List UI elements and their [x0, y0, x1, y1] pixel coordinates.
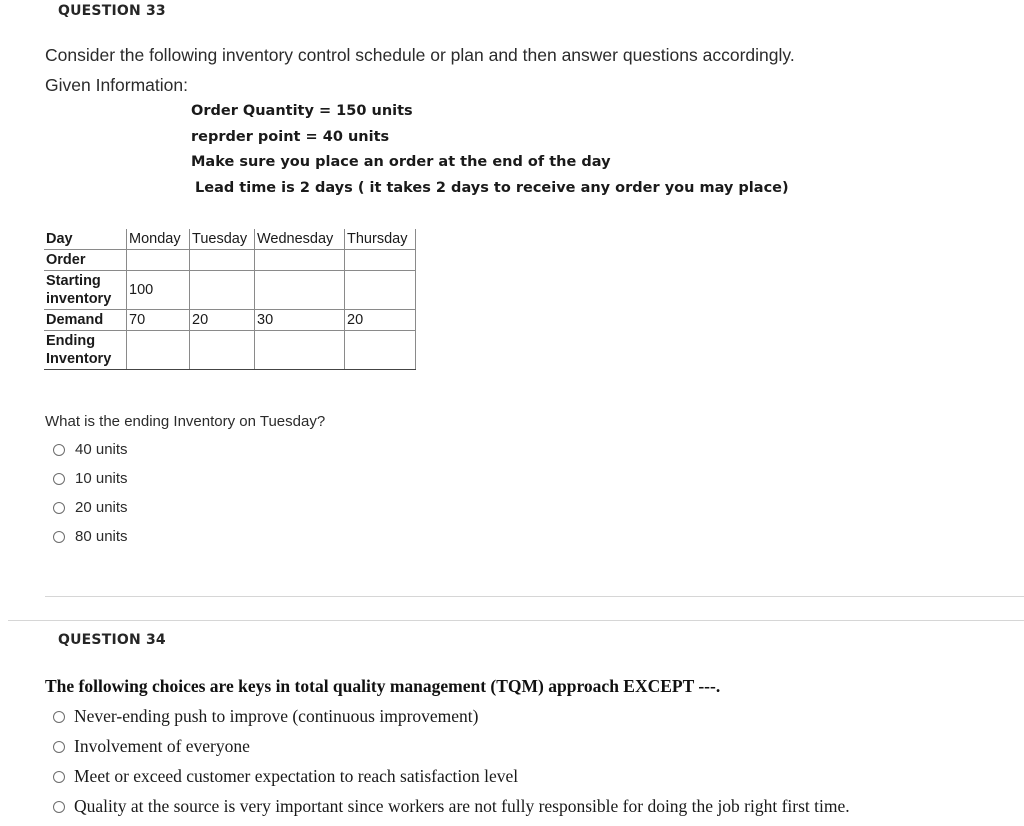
- row-header-starting-inventory: [44, 271, 127, 310]
- starting-monday: 100: [127, 271, 190, 310]
- ending-label-line-1: Ending: [46, 333, 96, 349]
- starting-tuesday: [190, 271, 255, 310]
- question-33-header: QUESTION 33: [58, 3, 166, 19]
- radio-icon[interactable]: [53, 711, 65, 723]
- q33-option-10-units[interactable]: [53, 470, 128, 487]
- order-monday: [127, 250, 190, 271]
- q34-option-quality-at-source[interactable]: [53, 796, 850, 817]
- question-33-intro: Consider the following inventory control schedule or plan and then answer questions accordingly.: [45, 45, 795, 65]
- inventory-schedule-table: [44, 229, 416, 370]
- option-label: Quality at the source is very important since workers are not fully responsible for doing the job right first time.: [74, 796, 850, 816]
- ending-tuesday: [190, 331, 255, 370]
- starting-wednesday: [255, 271, 345, 310]
- info-order-timing: Make sure you place an order at the end of the day: [191, 154, 611, 170]
- starting-thursday: [345, 271, 416, 310]
- question-34-header: QUESTION 34: [58, 632, 166, 648]
- ending-label-line-2: Inventory: [46, 351, 112, 367]
- table-row-order: [44, 250, 416, 271]
- option-label: 20 units: [75, 499, 128, 516]
- radio-icon[interactable]: [53, 801, 65, 813]
- question-33-prompt: What is the ending Inventory on Tuesday?: [45, 413, 326, 430]
- day-tuesday: Tuesday: [190, 229, 255, 250]
- option-label: Meet or exceed customer expectation to reach satisfaction level: [74, 766, 519, 786]
- info-lead-time: Lead time is 2 days ( it takes 2 days to receive any order you may place): [195, 180, 789, 196]
- q33-option-20-units[interactable]: [53, 499, 128, 516]
- question-34-prompt: The following choices are keys in total quality management (TQM) approach EXCEPT ---.: [45, 676, 721, 696]
- demand-tuesday: 20: [190, 310, 255, 331]
- day-monday: Monday: [127, 229, 190, 250]
- option-label: 40 units: [75, 441, 128, 458]
- info-order-quantity: Order Quantity = 150 units: [191, 103, 413, 119]
- row-header-demand: Demand: [44, 310, 127, 331]
- day-wednesday: Wednesday: [255, 229, 345, 250]
- ending-wednesday: [255, 331, 345, 370]
- q33-option-40-units[interactable]: [53, 441, 128, 458]
- divider: [8, 620, 1024, 621]
- order-tuesday: [190, 250, 255, 271]
- row-header-order: Order: [44, 250, 127, 271]
- q34-option-continuous-improvement[interactable]: [53, 706, 479, 727]
- radio-icon[interactable]: [53, 741, 65, 753]
- table-row-ending-inventory: [44, 331, 416, 370]
- info-reorder-point: reprder point = 40 units: [191, 129, 390, 145]
- option-label: Never-ending push to improve (continuous improvement): [74, 706, 479, 726]
- q34-option-involvement[interactable]: [53, 736, 250, 757]
- starting-label-line-2: inventory: [46, 291, 112, 307]
- option-label: 10 units: [75, 470, 128, 487]
- table-row-demand: [44, 310, 416, 331]
- radio-icon[interactable]: [53, 444, 65, 456]
- radio-icon[interactable]: [53, 531, 65, 543]
- q34-option-customer-expectation[interactable]: [53, 766, 518, 787]
- radio-icon[interactable]: [53, 502, 65, 514]
- row-header-ending-inventory: [44, 331, 127, 370]
- radio-icon[interactable]: [53, 771, 65, 783]
- table-row-day: [44, 229, 416, 250]
- order-thursday: [345, 250, 416, 271]
- demand-thursday: 20: [345, 310, 416, 331]
- ending-monday: [127, 331, 190, 370]
- option-label: 80 units: [75, 528, 128, 545]
- row-header-day: Day: [44, 229, 127, 250]
- ending-thursday: [345, 331, 416, 370]
- option-label: Involvement of everyone: [74, 736, 250, 756]
- given-information-label: Given Information:: [45, 75, 188, 95]
- starting-label-line-1: Starting: [46, 273, 101, 289]
- demand-wednesday: 30: [255, 310, 345, 331]
- divider: [45, 596, 1024, 597]
- order-wednesday: [255, 250, 345, 271]
- radio-icon[interactable]: [53, 473, 65, 485]
- day-thursday: Thursday: [345, 229, 416, 250]
- table-row-starting-inventory: [44, 271, 416, 310]
- q33-option-80-units[interactable]: [53, 528, 128, 545]
- demand-monday: 70: [127, 310, 190, 331]
